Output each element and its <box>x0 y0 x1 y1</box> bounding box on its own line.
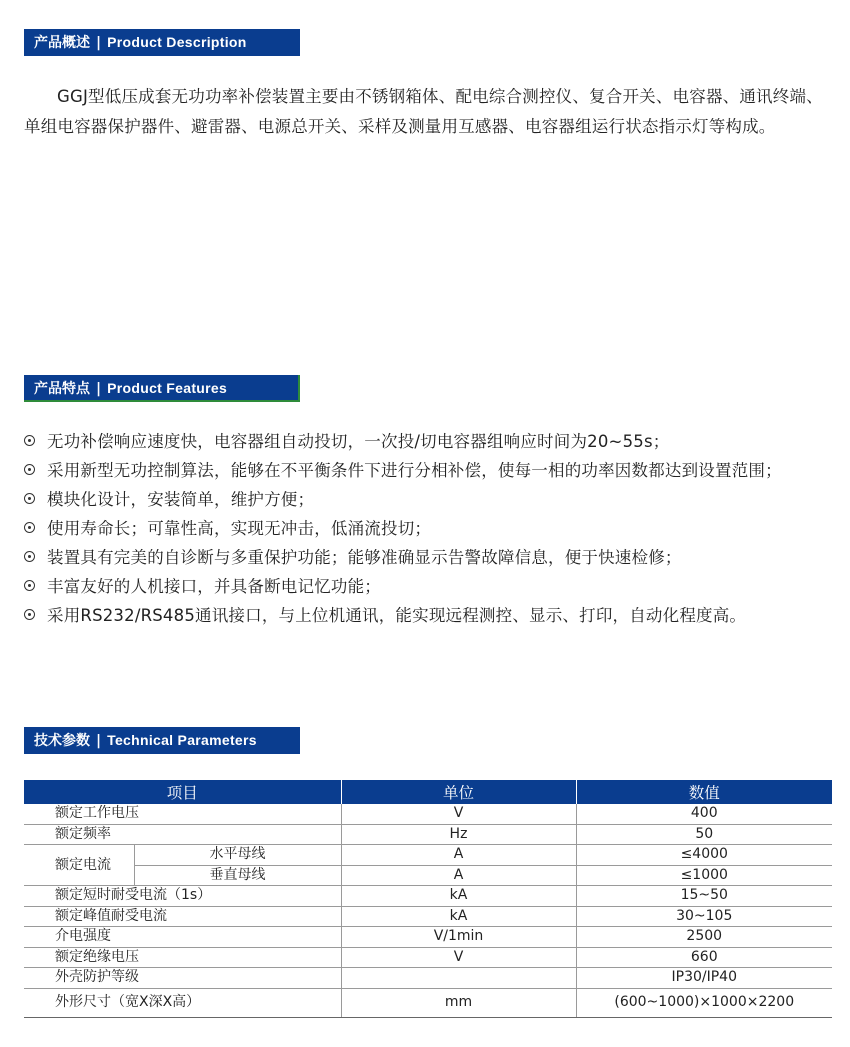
circle-bullet-icon <box>24 493 35 504</box>
header-value: 数值 <box>576 780 832 804</box>
cell-value: IP30/IP40 <box>576 968 832 989</box>
cell-unit: V <box>341 947 576 968</box>
table-row <box>24 804 832 824</box>
header-item: 项目 <box>24 780 341 804</box>
circle-bullet-icon <box>24 522 35 533</box>
cell-unit: A <box>341 865 576 886</box>
cell-unit: kA <box>341 906 576 927</box>
feature-item <box>24 485 834 514</box>
circle-bullet-icon <box>24 435 35 446</box>
section-separator: | <box>96 381 102 397</box>
cell-unit <box>341 968 576 989</box>
feature-item <box>24 456 834 485</box>
cell-unit: V <box>341 804 576 824</box>
cell-item: 介电强度 <box>24 927 341 948</box>
cell-value: 15~50 <box>576 886 832 907</box>
feature-item <box>24 601 834 630</box>
header-unit: 单位 <box>341 780 576 804</box>
table-row <box>24 824 832 845</box>
section-title-en: Technical Parameters <box>107 732 257 748</box>
cell-value: 2500 <box>576 927 832 948</box>
feature-text: 使用寿命长；可靠性高，实现无冲击，低涌流投切； <box>47 519 432 538</box>
cell-value: ≤1000 <box>576 865 832 886</box>
feature-item <box>24 427 834 456</box>
cell-item: 额定峰值耐受电流 <box>24 906 341 927</box>
cell-unit: Hz <box>341 824 576 845</box>
technical-parameters-table <box>24 780 832 1018</box>
section-title-cn: 产品特点 <box>34 381 90 397</box>
cell-subitem: 垂直母线 <box>134 865 341 886</box>
table-row <box>24 927 832 948</box>
feature-text: 装置具有完美的自诊断与多重保护功能；能够准确显示告警故障信息，便于快速检修； <box>47 548 682 567</box>
table-row <box>24 947 832 968</box>
section-title-en: Product Features <box>107 380 228 396</box>
table-row <box>24 988 832 1017</box>
cell-value: (600~1000)×1000×2200 <box>576 988 832 1017</box>
circle-bullet-icon <box>24 580 35 591</box>
cell-value: ≤4000 <box>576 845 832 866</box>
feature-list <box>24 427 834 630</box>
section-header-description <box>24 29 300 56</box>
cell-unit: A <box>341 845 576 866</box>
feature-item <box>24 543 834 572</box>
cell-unit: mm <box>341 988 576 1017</box>
cell-item: 额定频率 <box>24 824 341 845</box>
section-separator: | <box>96 733 102 749</box>
cell-value: 50 <box>576 824 832 845</box>
circle-bullet-icon <box>24 609 35 620</box>
section-separator: | <box>96 35 102 51</box>
feature-text: 采用新型无功控制算法，能够在不平衡条件下进行分相补偿，使每一相的功率因数都达到设置范围； <box>47 461 782 480</box>
cell-value: 400 <box>576 804 832 824</box>
section-title-cn: 技术参数 <box>34 733 90 749</box>
cell-item: 额定短时耐受电流（1s） <box>24 886 341 907</box>
table-row <box>24 886 832 907</box>
feature-item <box>24 514 834 543</box>
cell-item: 额定电流 <box>24 845 134 886</box>
cell-item: 额定工作电压 <box>24 804 341 824</box>
table-row <box>24 968 832 989</box>
feature-text: 无功补偿响应速度快，电容器组自动投切，一次投/切电容器组响应时间为20~55s； <box>47 432 670 451</box>
feature-text: 采用RS232/RS485通讯接口，与上位机通讯，能实现远程测控、显示、打印，自动化程度高。 <box>47 606 747 625</box>
section-header-features <box>24 375 300 402</box>
table-row <box>24 906 832 927</box>
cell-item: 外壳防护等级 <box>24 968 341 989</box>
circle-bullet-icon <box>24 551 35 562</box>
cell-value: 660 <box>576 947 832 968</box>
circle-bullet-icon <box>24 464 35 475</box>
feature-text: 模块化设计，安装简单，维护方便； <box>47 490 315 509</box>
table-row <box>24 845 832 866</box>
table-row <box>24 865 832 886</box>
cell-unit: kA <box>341 886 576 907</box>
table-header-row <box>24 780 832 804</box>
product-description-text: GGJ型低压成套无功功率补偿装置主要由不锈钢箱体、配电综合测控仪、复合开关、电容器、通讯终端、单组电容器保护器件、避雷器、电源总开关、采样及测量用互感器、电容器组运行状态指示灯等构成。 <box>24 87 823 136</box>
cell-subitem: 水平母线 <box>134 845 341 866</box>
feature-item <box>24 572 834 601</box>
section-header-parameters <box>24 727 300 754</box>
section-title-cn: 产品概述 <box>34 35 90 51</box>
cell-item: 额定绝缘电压 <box>24 947 341 968</box>
section-title-en: Product Description <box>107 34 247 50</box>
cell-item: 外形尺寸（宽X深X高） <box>24 988 341 1017</box>
cell-value: 30~105 <box>576 906 832 927</box>
cell-unit: V/1min <box>341 927 576 948</box>
feature-text: 丰富友好的人机接口，并具备断电记忆功能； <box>47 577 381 596</box>
